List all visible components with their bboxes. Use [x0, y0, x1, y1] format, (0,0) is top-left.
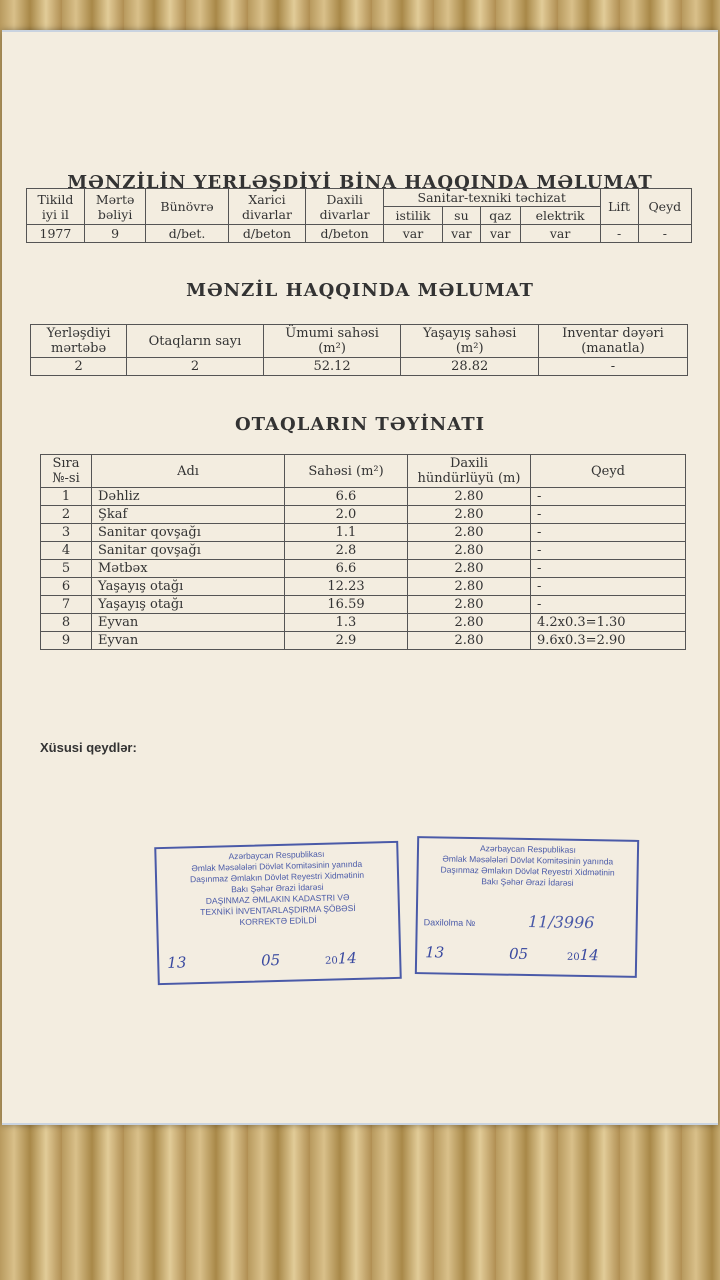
building-table	[26, 188, 692, 243]
cell-outer-walls: d/beton	[228, 225, 306, 243]
cell-area: 12.23	[285, 578, 408, 596]
cell-inventory: -	[538, 358, 687, 376]
cell-height: 2.80	[408, 524, 531, 542]
apartment-info-title: MƏNZİL HAQQINDA MƏLUMAT	[186, 280, 534, 301]
stamp-line: KORREKTƏ EDİLDİ	[239, 914, 317, 928]
cell-height: 2.80	[408, 506, 531, 524]
cell-area: 1.1	[285, 524, 408, 542]
stamp-line: Azərbaycan Respublikası	[228, 848, 325, 862]
cell-electric: var	[520, 225, 600, 243]
header-cell: Adı	[92, 455, 285, 488]
header-cell: su	[443, 207, 481, 225]
cell-note: -	[531, 596, 686, 614]
cell-note: -	[531, 488, 686, 506]
cell-number: 7	[41, 596, 92, 614]
cell-note: 9.6x0.3=2.90	[531, 632, 686, 650]
registration-stamp	[415, 836, 639, 978]
cell-area: 2.0	[285, 506, 408, 524]
cell-number: 8	[41, 614, 92, 632]
header-cell: Yerləşdiyi mərtəbə	[31, 325, 127, 358]
registration-label: Daxilolma №	[423, 917, 476, 929]
cell-note: -	[531, 524, 686, 542]
cell-room-name: Şkaf	[92, 506, 285, 524]
cell-room-name: Yaşayış otağı	[92, 596, 285, 614]
stamp-line: Bakı Şəhər Ərazi İdarəsi	[231, 881, 324, 895]
cell-note: -	[531, 542, 686, 560]
cell-number: 1	[41, 488, 92, 506]
cell-note: 4.2x0.3=1.30	[531, 614, 686, 632]
cell-water: var	[443, 225, 481, 243]
registration-number-line	[424, 914, 630, 932]
header-cell: Lift	[600, 189, 638, 225]
stamp-line: TEXNİKİ İNVENTARLAŞDIRMA ŞÖBƏSİ	[200, 902, 356, 918]
cell-year: 1977	[27, 225, 85, 243]
stamp-line: Əmlak Məsələləri Dövlət Komitəsinin yanında	[191, 858, 363, 874]
cell-room-name: Eyvan	[92, 614, 285, 632]
apartment-table	[30, 324, 688, 376]
header-cell: Daxili divarlar	[306, 189, 384, 225]
cell-room-name: Mətbəx	[92, 560, 285, 578]
cell-area: 6.6	[285, 560, 408, 578]
header-cell: Mərtə bəliyi	[84, 189, 146, 225]
stamp-line: Əmlak Məsələləri Dövlət Komitəsinin yanında	[442, 853, 614, 867]
cell-number: 2	[41, 506, 92, 524]
cell-number: 5	[41, 560, 92, 578]
cell-rooms: 2	[127, 358, 263, 376]
table-row	[41, 542, 686, 560]
table-row	[31, 358, 688, 376]
special-notes-label: Xüsusi qeydlər:	[40, 740, 137, 755]
building-info-title: MƏNZİLİN YERLƏŞDİYİ BİNA HAQQINDA MƏLUMAT	[67, 172, 653, 193]
header-cell: Sıra №-si	[41, 455, 92, 488]
cell-inner-walls: d/beton	[306, 225, 384, 243]
cell-height: 2.80	[408, 614, 531, 632]
cell-floors: 9	[84, 225, 146, 243]
cell-area: 2.8	[285, 542, 408, 560]
table-row	[41, 524, 686, 542]
stamp-line: Bakı Şəhər Ərazi İdarəsi	[481, 876, 574, 888]
cell-room-name: Yaşayış otağı	[92, 578, 285, 596]
cell-number: 4	[41, 542, 92, 560]
correction-stamp	[154, 841, 402, 985]
document-page	[2, 30, 718, 1125]
cell-area: 16.59	[285, 596, 408, 614]
table-row	[41, 578, 686, 596]
stamp-line: Azərbaycan Respublikası	[479, 843, 577, 855]
header-cell: Xarici divarlar	[228, 189, 306, 225]
cell-area: 2.9	[285, 632, 408, 650]
table-row	[41, 560, 686, 578]
cell-floor: 2	[31, 358, 127, 376]
cell-note: -	[531, 506, 686, 524]
cell-room-name: Sanitar qovşağı	[92, 542, 285, 560]
cell-number: 3	[41, 524, 92, 542]
cell-lift: -	[600, 225, 638, 243]
cell-heat: var	[383, 225, 442, 243]
cell-height: 2.80	[408, 488, 531, 506]
cell-height: 2.80	[408, 542, 531, 560]
stamp-line: Daşınmaz Əmlakın Dövlət Reyestri Xidmətinin	[440, 864, 615, 878]
cell-gas: var	[480, 225, 520, 243]
header-cell: Qeyd	[638, 189, 691, 225]
header-cell: Ümumi sahəsi (m²)	[263, 325, 401, 358]
header-cell: qaz	[480, 207, 520, 225]
cell-living-area: 28.82	[401, 358, 538, 376]
header-cell: Qeyd	[531, 455, 686, 488]
stamp-line: DAŞINMAZ ƏMLAKIN KADASTRI VƏ	[205, 892, 350, 906]
cell-area: 6.6	[285, 488, 408, 506]
header-cell: Yaşayış sahəsi (m²)	[401, 325, 538, 358]
cell-note: -	[531, 560, 686, 578]
table-row	[41, 596, 686, 614]
cell-total-area: 52.12	[263, 358, 401, 376]
header-cell: Sahəsi (m²)	[285, 455, 408, 488]
header-cell: Sanitar-texniki təchizat	[383, 189, 600, 207]
stamp-line: Daşınmaz Əmlakın Dövlət Reyestri Xidmətinin	[189, 869, 365, 885]
cell-room-name: Sanitar qovşağı	[92, 524, 285, 542]
cell-note: -	[638, 225, 691, 243]
table-row	[41, 506, 686, 524]
table-row	[41, 488, 686, 506]
header-cell: Inventar dəyəri (manatla)	[538, 325, 687, 358]
cell-height: 2.80	[408, 632, 531, 650]
table-row	[27, 225, 692, 243]
cell-number: 6	[41, 578, 92, 596]
header-cell: Daxili hündürlüyü (m)	[408, 455, 531, 488]
cell-foundation: d/bet.	[146, 225, 228, 243]
cell-height: 2.80	[408, 596, 531, 614]
cell-height: 2.80	[408, 578, 531, 596]
cell-note: -	[531, 578, 686, 596]
cell-room-name: Dəhliz	[92, 488, 285, 506]
header-cell: Tikild iyi il	[27, 189, 85, 225]
header-cell: istilik	[383, 207, 442, 225]
cell-number: 9	[41, 632, 92, 650]
header-cell: Otaqların sayı	[127, 325, 263, 358]
table-row	[41, 632, 686, 650]
registration-number: 11/3996	[527, 912, 595, 933]
stamp-date: 13 05 2014	[425, 943, 599, 965]
header-cell: elektrik	[520, 207, 600, 225]
header-cell: Bünövrə	[146, 189, 228, 225]
rooms-table	[40, 454, 686, 650]
rooms-purpose-title: OTAQLARIN TƏYİNATI	[234, 414, 486, 435]
stamp-date: 13 05 2014	[167, 948, 358, 972]
cell-room-name: Eyvan	[92, 632, 285, 650]
cell-area: 1.3	[285, 614, 408, 632]
cell-height: 2.80	[408, 560, 531, 578]
table-row	[41, 614, 686, 632]
